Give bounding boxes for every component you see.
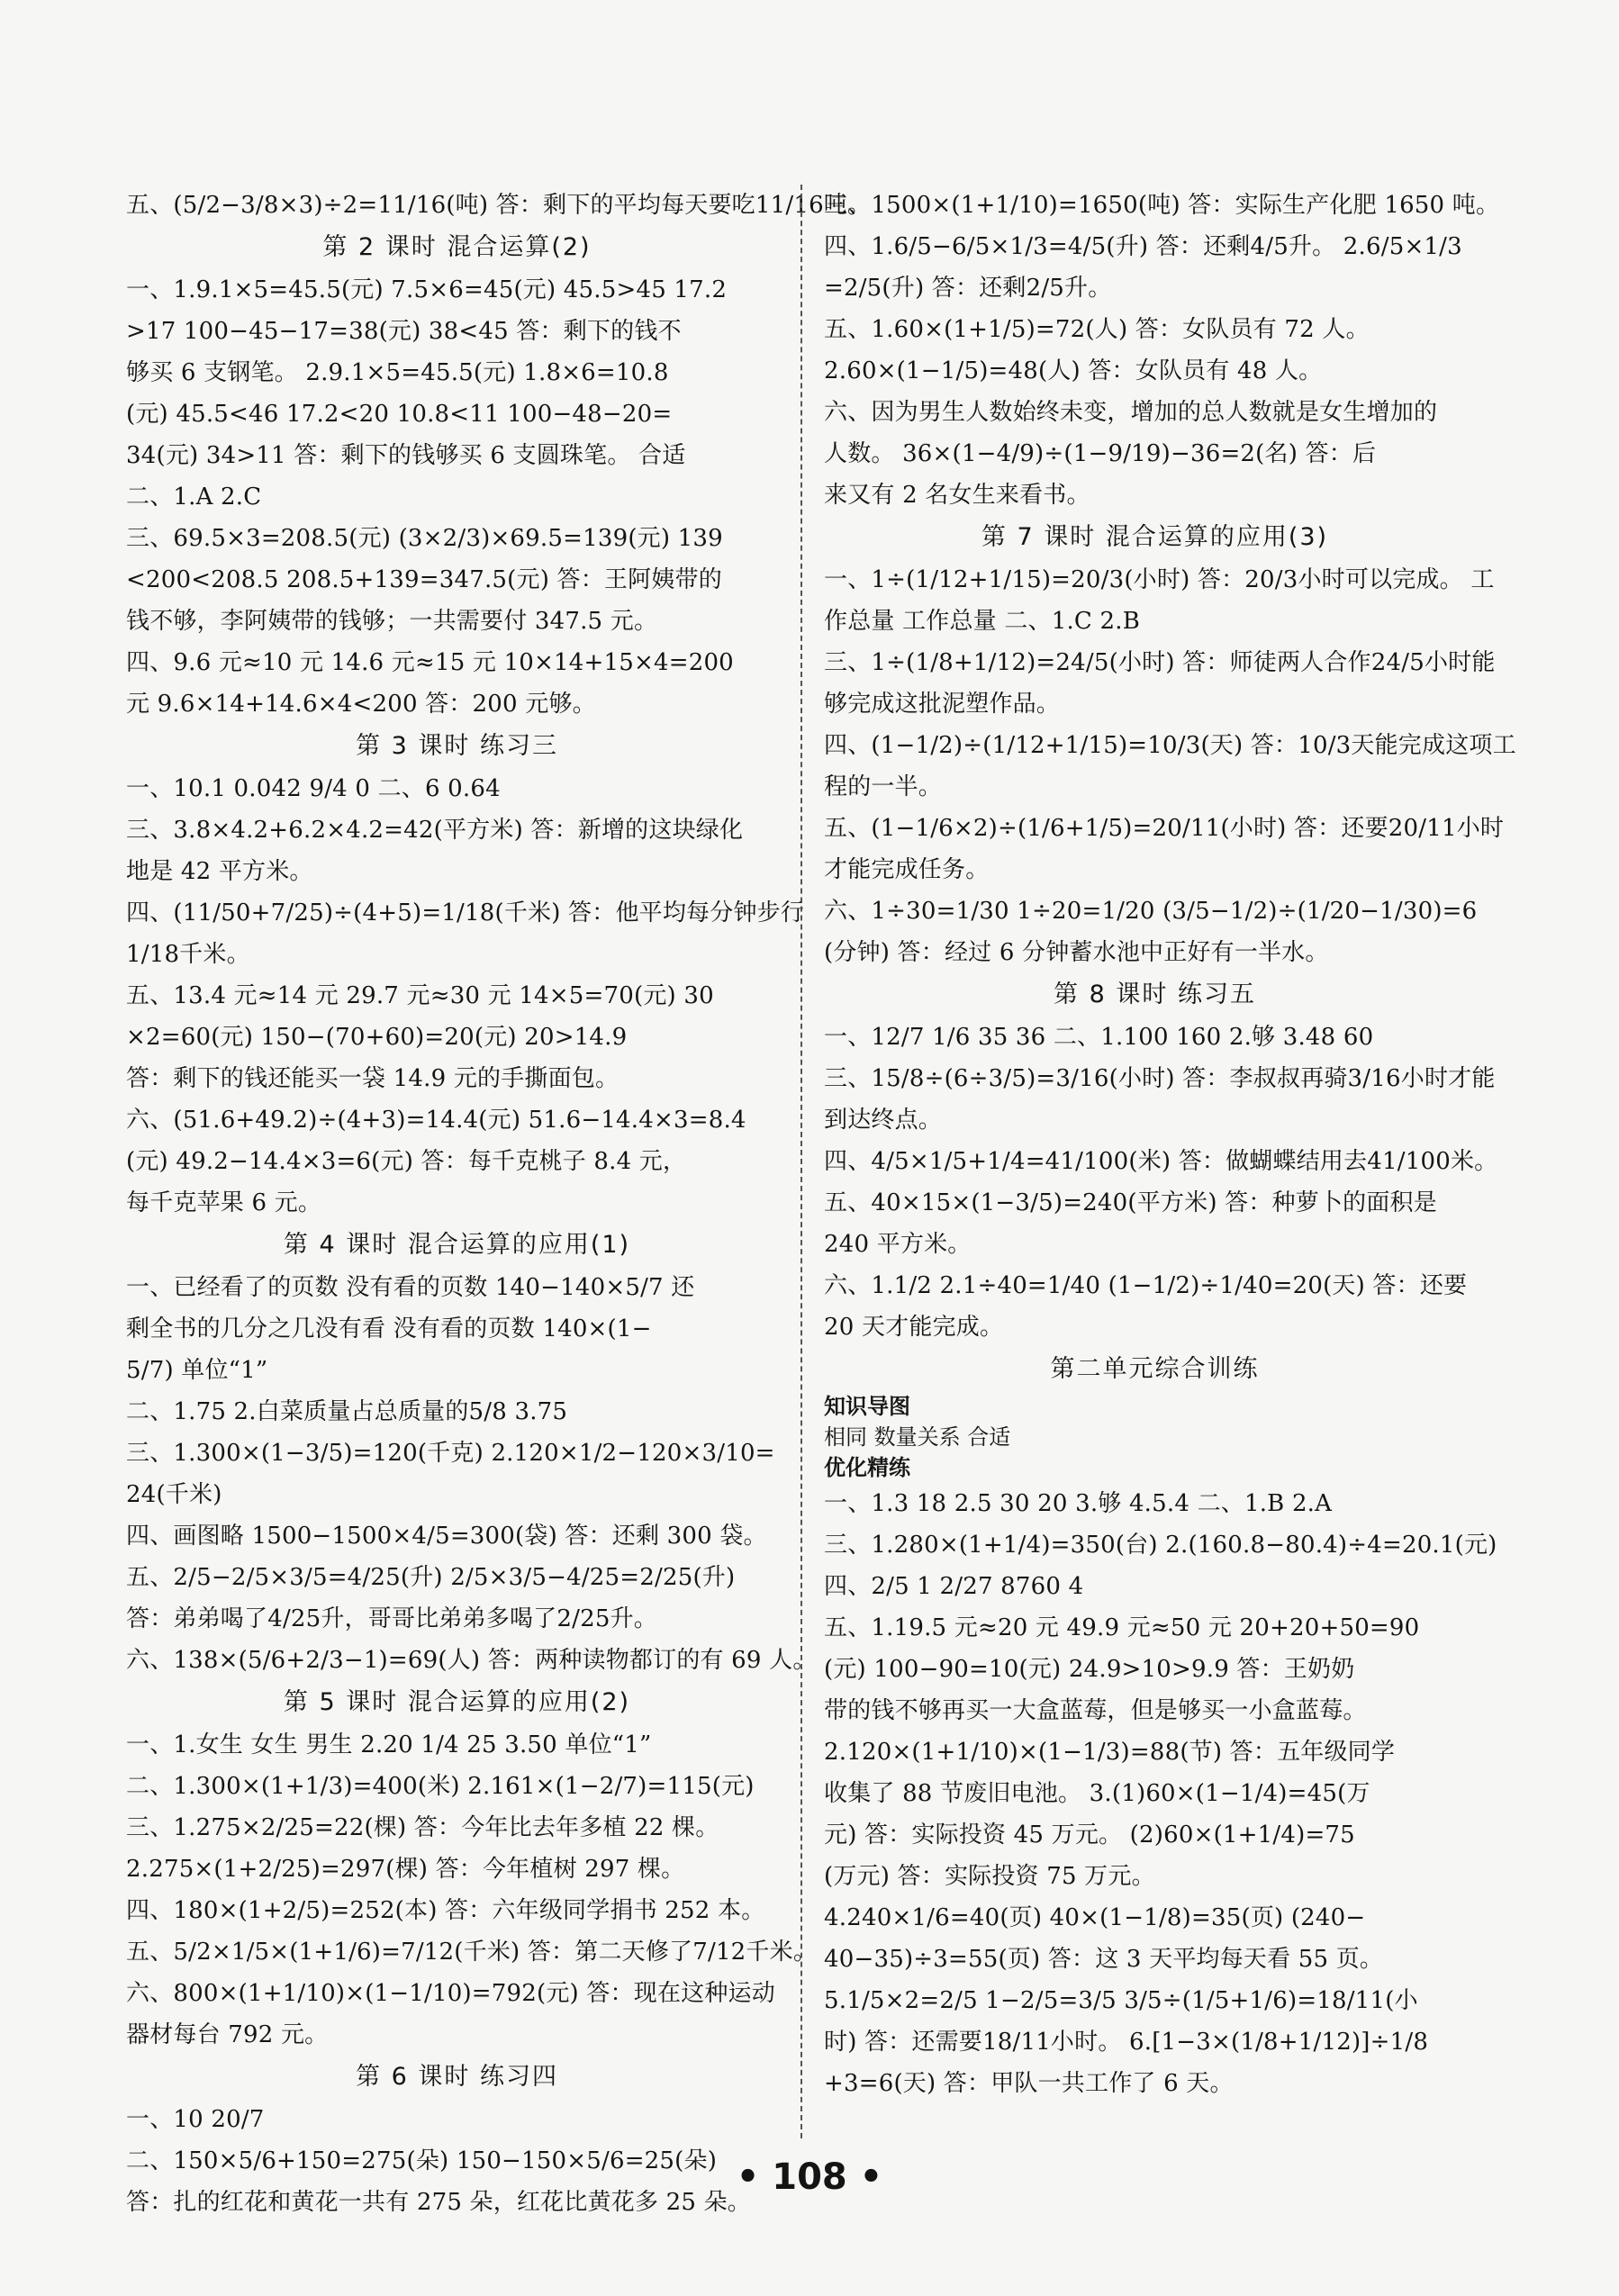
answer-line: 六、1÷30=1/30 1÷20=1/20 (3/5−1/2)÷(1/20−1/30)=6 bbox=[824, 898, 1478, 925]
answer-line: 240 平方米。 bbox=[824, 1231, 972, 1258]
answer-line: 五、2/5−2/5×3/5=4/25(升) 2/5×3/5−4/25=2/25(升) bbox=[126, 1564, 736, 1591]
answer-line: 三、1.300×(1−3/5)=120(千克) 2.120×1/2−120×3/10= bbox=[126, 1440, 775, 1467]
section-heading: 第 2 课时 混合运算(2) bbox=[322, 233, 592, 261]
answer-line: 五、1.60×(1+1/5)=72(人) 答：女队员有 72 人。 bbox=[824, 316, 1370, 343]
answer-line: 六、138×(5/6+2/3−1)=69(人) 答：两种读物都订的有 69 人。 bbox=[126, 1647, 817, 1674]
answer-line: 元 9.6×14+14.6×4<200 答：200 元够。 bbox=[126, 691, 596, 718]
section-heading: 第 8 课时 练习五 bbox=[1054, 981, 1256, 1008]
answer-line: (元) 100−90=10(元) 24.9>10>9.9 答：王奶奶 bbox=[824, 1656, 1355, 1683]
answer-line: 四、1.6/5−6/5×1/3=4/5(升) 答：还剩4/5升。 2.6/5×1/3 bbox=[824, 233, 1462, 260]
answer-line: 2.60×(1−1/5)=48(人) 答：女队员有 48 人。 bbox=[824, 357, 1323, 384]
answer-line: 二、1.300×(1+1/3)=400(米) 2.161×(1−2/7)=115(元) bbox=[126, 1773, 755, 1800]
answer-line: 够完成这批泥塑作品。 bbox=[824, 691, 1061, 718]
answer-line: 相同 数量关系 合适 bbox=[824, 1424, 1011, 1450]
answer-line: 三、1.275×2/25=22(棵) 答：今年比去年多植 22 棵。 bbox=[126, 1814, 719, 1841]
answer-line: 24(千米) bbox=[126, 1481, 222, 1508]
answer-line: 到达终点。 bbox=[824, 1107, 943, 1134]
answer-line: 五、(5/2−3/8×3)÷2=11/16(吨) 答：剩下的平均每天要吃11/16吨。 bbox=[126, 192, 872, 219]
answer-line: 一、10 20/7 bbox=[126, 2106, 265, 2133]
answer-line: 答：弟弟喝了4/25升，哥哥比弟弟多喝了2/25升。 bbox=[126, 1605, 657, 1632]
answer-line: 一、1.女生 女生 男生 2.20 1/4 25 3.50 单位“1” bbox=[126, 1731, 652, 1758]
answer-line: 一、1.3 18 2.5 30 20 3.够 4.5.4 二、1.B 2.A bbox=[824, 1490, 1333, 1517]
answer-line: 四、(11/50+7/25)÷(4+5)=1/18(千米) 答：他平均每分钟步行 bbox=[126, 899, 805, 927]
answer-line: (元) 45.5<46 17.2<20 10.8<11 100−48−20= bbox=[126, 401, 673, 428]
answer-line: ×2=60(元) 150−(70+60)=20(元) 20>14.9 bbox=[126, 1024, 628, 1051]
answer-line: 20 天才能完成。 bbox=[824, 1314, 1004, 1341]
answer-line: 一、1÷(1/12+1/15)=20/3(小时) 答：20/3小时可以完成。 工 bbox=[824, 566, 1495, 593]
answer-line: 元) 答：实际投资 45 万元。 (2)60×(1+1/4)=75 bbox=[824, 1821, 1355, 1849]
answer-line: 才能完成任务。 bbox=[824, 856, 990, 883]
answer-line: 时) 答：还需要18/11小时。 6.[1−3×(1/8+1/12)]÷1/8 bbox=[824, 2029, 1429, 2056]
answer-line: 一、10.1 0.042 9/4 0 二、6 0.64 bbox=[126, 775, 501, 802]
answer-line: 一、1.9.1×5=45.5(元) 7.5×6=45(元) 45.5>45 17.2 bbox=[126, 276, 728, 303]
answer-line: 三、15/8÷(6÷3/5)=3/16(小时) 答：李叔叔再骑3/16小时才能 bbox=[824, 1065, 1496, 1092]
answer-line: 5.1/5×2=2/5 1−2/5=3/5 3/5÷(1/5+1/6)=18/11(小 bbox=[824, 1987, 1418, 2014]
right-column bbox=[824, 185, 1516, 2104]
answer-line: (分钟) 答：经过 6 分钟蓄水池中正好有一半水。 bbox=[824, 939, 1329, 966]
answer-line: 三、69.5×3=208.5(元) (3×2/3)×69.5=139(元) 139 bbox=[126, 525, 723, 552]
answer-line: 5/7) 单位“1” bbox=[126, 1357, 268, 1384]
answer-line: 2.120×(1+1/10)×(1−1/3)=88(节) 答：五年级同学 bbox=[824, 1739, 1396, 1766]
answer-line: (万元) 答：实际投资 75 万元。 bbox=[824, 1863, 1155, 1890]
answer-line: 六、1.1/2 2.1÷40=1/40 (1−1/2)÷1/40=20(天) 答：还要 bbox=[824, 1272, 1468, 1299]
section-heading: 第 7 课时 混合运算的应用(3) bbox=[981, 523, 1329, 551]
answer-line: 地是 42 平方米。 bbox=[126, 858, 313, 885]
answer-line: 器材每台 792 元。 bbox=[126, 2021, 329, 2048]
answer-line: 二、150×5/6+150=275(朵) 150−150×5/6=25(朵) bbox=[126, 2147, 718, 2174]
subsection-label: 优化精练 bbox=[824, 1455, 910, 1480]
answer-line: 4.240×1/6=40(页) 40×(1−1/8)=35(页) (240− bbox=[824, 1904, 1366, 1931]
answer-line: >17 100−45−17=38(元) 38<45 答：剩下的钱不 bbox=[126, 318, 682, 345]
section-heading: 第 4 课时 混合运算的应用(1) bbox=[283, 1231, 631, 1259]
answer-line: 一、已经看了的页数 没有看的页数 140−140×5/7 还 bbox=[126, 1274, 695, 1301]
answer-line: 每千克苹果 6 元。 bbox=[126, 1189, 322, 1216]
answer-line: 四、2/5 1 2/27 8760 4 bbox=[824, 1573, 1084, 1600]
answer-line: 五、(1−1/6×2)÷(1/6+1/5)=20/11(小时) 答：还要20/11小时 bbox=[824, 815, 1505, 842]
answer-line: 五、40×15×(1−3/5)=240(平方米) 答：种萝卜的面积是 bbox=[824, 1189, 1437, 1216]
answer-line: 答：扎的红花和黄花一共有 275 朵，红花比黄花多 25 朵。 bbox=[126, 2189, 751, 2216]
answer-line: 四、(1−1/2)÷(1/12+1/15)=10/3(天) 答：10/3天能完成这项工 bbox=[824, 732, 1516, 759]
answer-line: 三、3.8×4.2+6.2×4.2=42(平方米) 答：新增的这块绿化 bbox=[126, 817, 744, 844]
answer-line: +3=6(天) 答：甲队一共工作了 6 天。 bbox=[824, 2070, 1234, 2097]
answer-line: 1/18千米。 bbox=[126, 941, 250, 968]
answer-line: 三、1.280×(1+1/4)=350(台) 2.(160.8−80.4)÷4=20.1(元) bbox=[824, 1532, 1497, 1559]
section-heading: 第 5 课时 混合运算的应用(2) bbox=[283, 1688, 631, 1716]
page-number: • 108 • bbox=[736, 2156, 883, 2198]
answer-line: 三、1500×(1+1/10)=1650(吨) 答：实际生产化肥 1650 吨。 bbox=[824, 192, 1500, 219]
column-divider bbox=[800, 185, 802, 2138]
answer-line: 剩全书的几分之几没有看 没有看的页数 140×(1− bbox=[126, 1315, 652, 1342]
answer-line: =2/5(升) 答：还剩2/5升。 bbox=[824, 275, 1112, 302]
answer-line: 四、4/5×1/5+1/4=41/100(米) 答：做蝴蝶结用去41/100米。 bbox=[824, 1148, 1498, 1175]
answer-line: 够买 6 支钢笔。 2.9.1×5=45.5(元) 1.8×6=10.8 bbox=[126, 359, 669, 386]
section-heading: 第二单元综合训练 bbox=[1050, 1355, 1260, 1383]
answer-line: 钱不够，李阿姨带的钱够；一共需要付 347.5 元。 bbox=[126, 608, 658, 635]
answer-line: 六、(51.6+49.2)÷(4+3)=14.4(元) 51.6−14.4×3=8.4 bbox=[126, 1107, 746, 1134]
answer-line: 二、1.A 2.C bbox=[126, 484, 262, 511]
answer-line: 40−35)÷3=55(页) 答：这 3 天平均每天看 55 页。 bbox=[824, 1946, 1384, 1973]
answer-line: 四、画图略 1500−1500×4/5=300(袋) 答：还剩 300 袋。 bbox=[126, 1523, 767, 1550]
answer-line: 2.275×(1+2/25)=297(棵) 答：今年植树 297 棵。 bbox=[126, 1856, 685, 1883]
answer-line: 带的钱不够再买一大盒蓝莓，但是够买一小盒蓝莓。 bbox=[824, 1697, 1367, 1724]
answer-line: 来又有 2 名女生来看书。 bbox=[824, 482, 1090, 509]
answer-line: 六、因为男生人数始终未变，增加的总人数就是女生增加的 bbox=[824, 399, 1438, 426]
answer-line: 二、1.75 2.白菜质量占总质量的5/8 3.75 bbox=[126, 1398, 568, 1425]
answer-line: 五、5/2×1/5×(1+1/6)=7/12(千米) 答：第二天修了7/12千米。 bbox=[126, 1939, 818, 1966]
answer-line: 34(元) 34>11 答：剩下的钱够买 6 支圆珠笔。 合适 bbox=[126, 442, 686, 469]
answer-line: 答：剩下的钱还能买一袋 14.9 元的手撕面包。 bbox=[126, 1065, 620, 1092]
section-heading: 第 3 课时 练习三 bbox=[356, 732, 558, 760]
subsection-label: 知识导图 bbox=[824, 1394, 910, 1419]
answer-line: 作总量 工作总量 二、1.C 2.B bbox=[824, 608, 1141, 635]
section-heading: 第 6 课时 练习四 bbox=[356, 2063, 558, 2091]
answer-line: 五、13.4 元≈14 元 29.7 元≈30 元 14×5=70(元) 30 bbox=[126, 982, 714, 1009]
answer-line: 四、180×(1+2/5)=252(本) 答：六年级同学捐书 252 本。 bbox=[126, 1897, 765, 1924]
answer-line: 人数。 36×(1−4/9)÷(1−9/19)−36=2(名) 答：后 bbox=[824, 440, 1377, 467]
answer-line: (元) 49.2−14.4×3=6(元) 答：每千克桃子 8.4 元， bbox=[126, 1148, 687, 1175]
answer-line: 收集了 88 节废旧电池。 3.(1)60×(1−1/4)=45(万 bbox=[824, 1780, 1370, 1807]
answer-line: <200<208.5 208.5+139=347.5(元) 答：王阿姨带的 bbox=[126, 566, 722, 593]
answer-line: 五、1.19.5 元≈20 元 49.9 元≈50 元 20+20+50=90 bbox=[824, 1614, 1420, 1641]
answer-line: 程的一半。 bbox=[824, 773, 943, 800]
answer-line: 三、1÷(1/8+1/12)=24/5(小时) 答：师徒两人合作24/5小时能 bbox=[824, 649, 1496, 676]
answer-line: 六、800×(1+1/10)×(1−1/10)=792(元) 答：现在这种运动 bbox=[126, 1980, 775, 2007]
answer-line: 一、12/7 1/6 35 36 二、1.100 160 2.够 3.48 60 bbox=[824, 1024, 1374, 1051]
answer-line: 四、9.6 元≈10 元 14.6 元≈15 元 10×14+15×4=200 bbox=[126, 649, 734, 676]
